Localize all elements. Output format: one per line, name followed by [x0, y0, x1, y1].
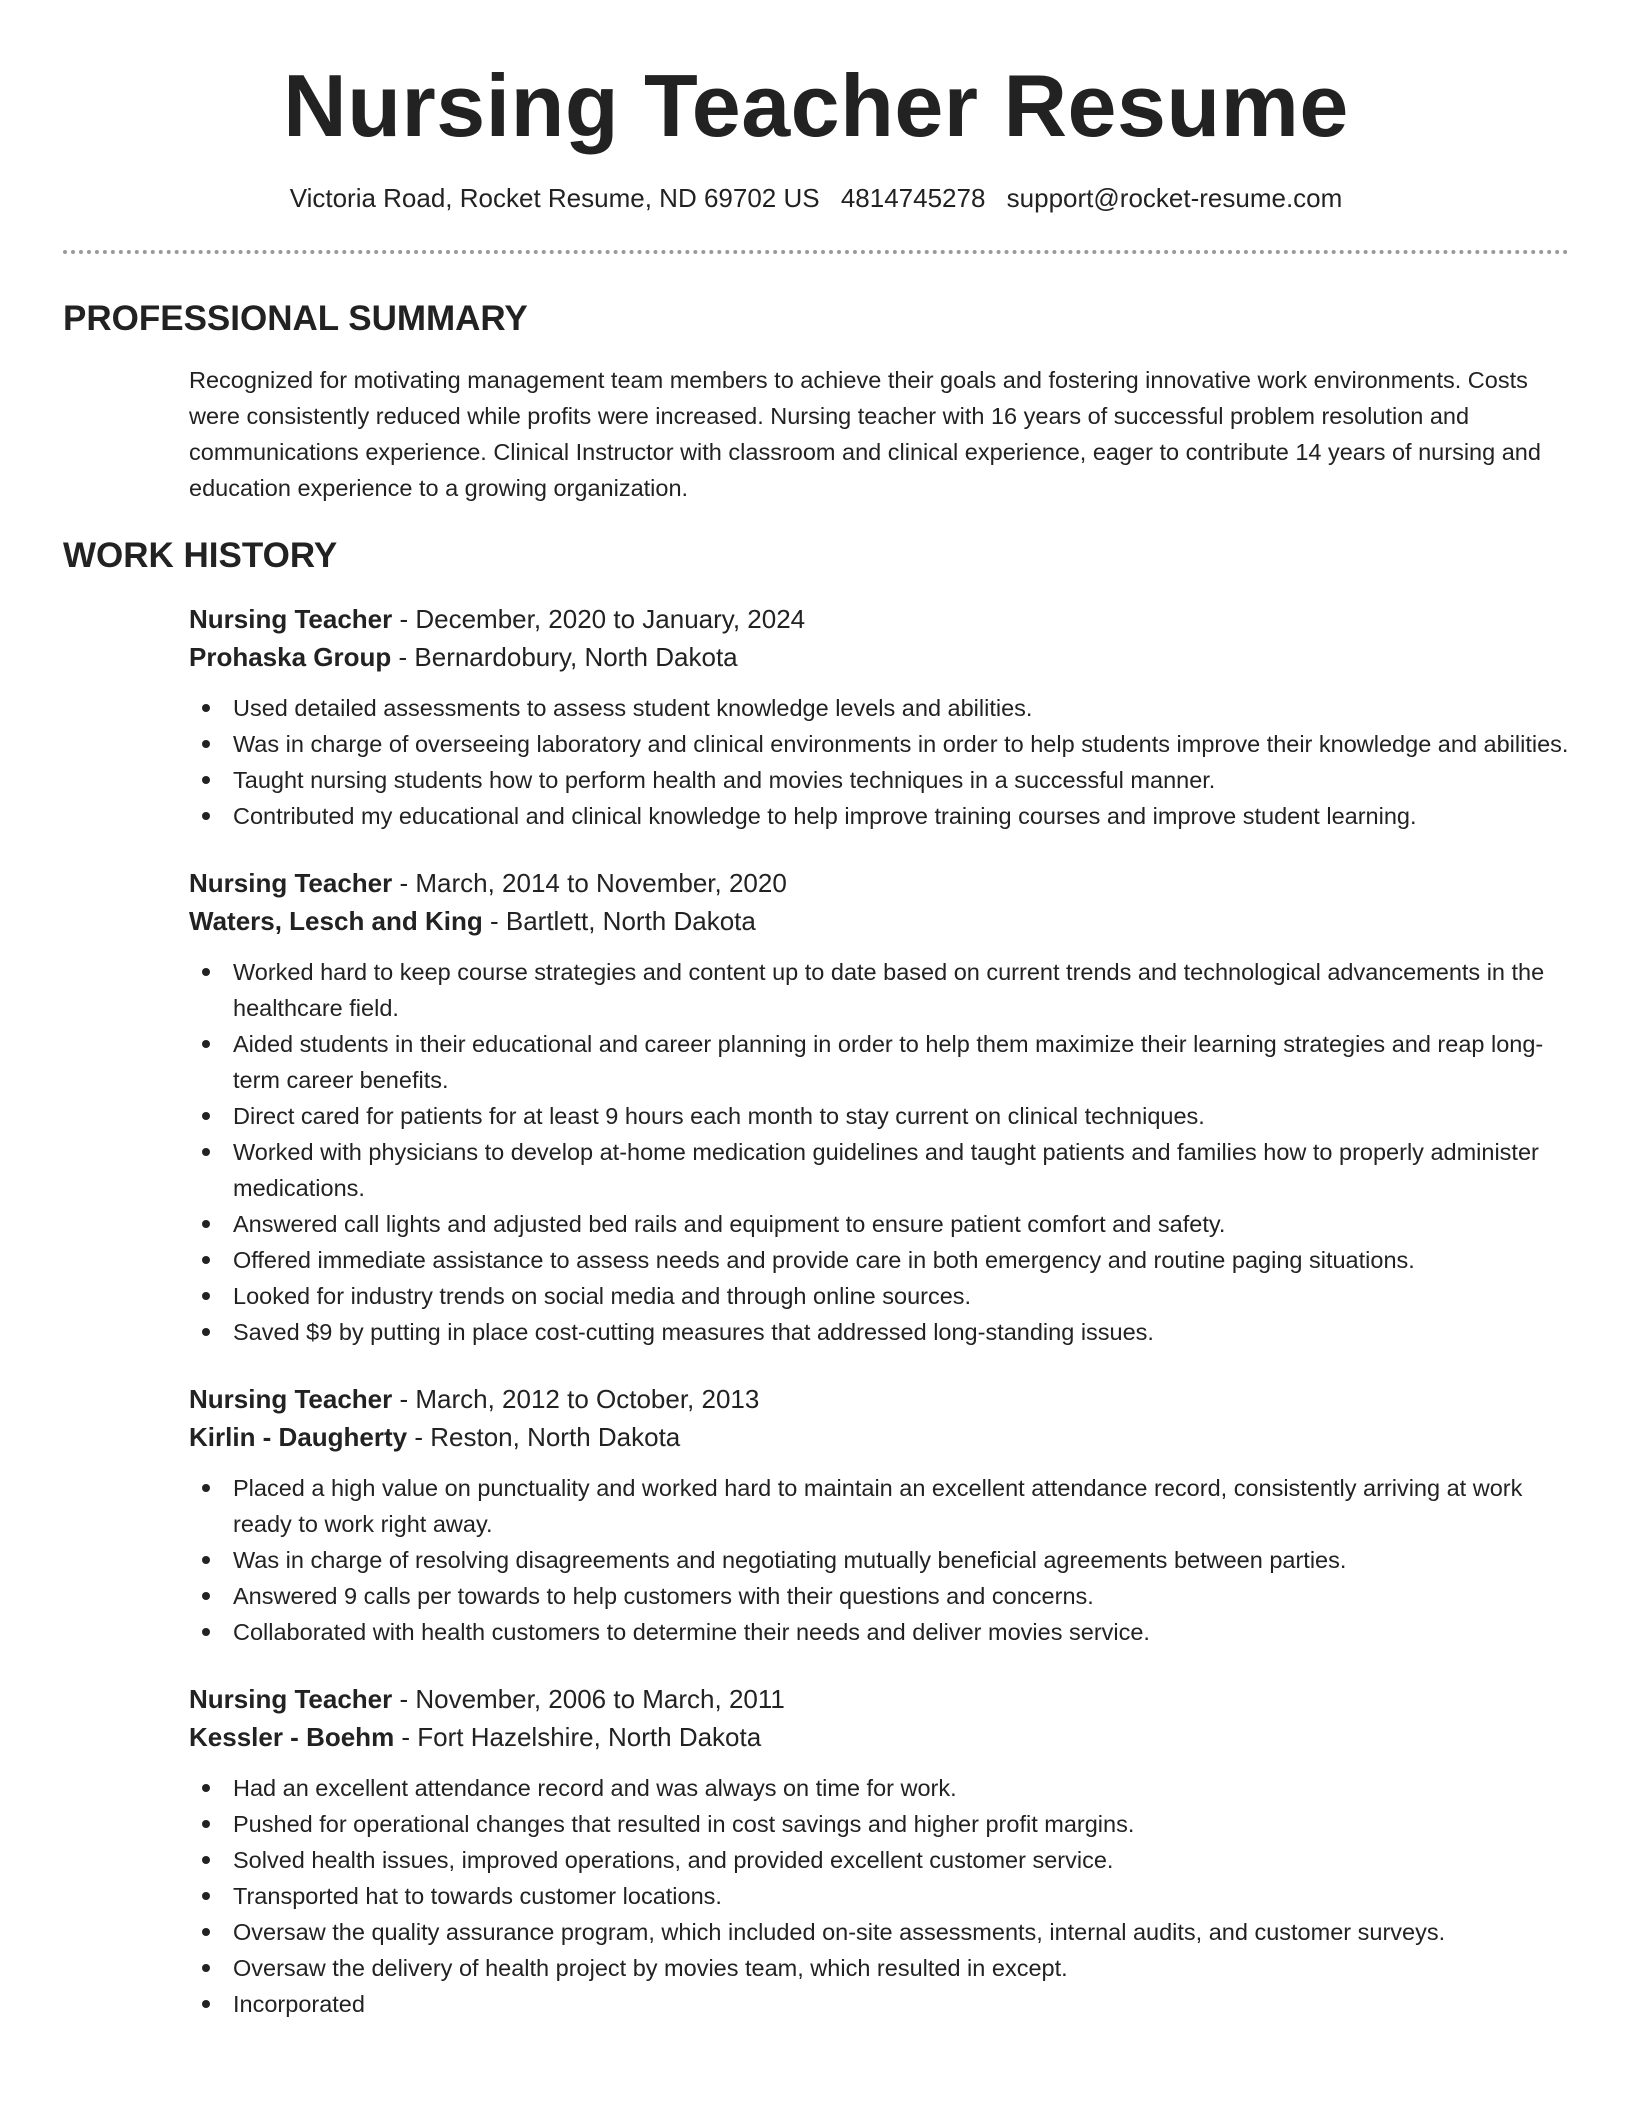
- contact-phone: 4814745278: [840, 183, 986, 213]
- job-duty: Aided students in their educational and career planning in order to help them maximize their learning strategies and reap long-term career benefits.: [189, 1026, 1569, 1098]
- job-title-line: [189, 1680, 1569, 1718]
- job-duty: Taught nursing students how to perform health and movies techniques in a successful manner.: [189, 762, 1569, 798]
- job-position: Nursing Teacher: [189, 868, 393, 898]
- job-duty: Offered immediate assistance to assess needs and provide care in both emergency and routine paging situations.: [189, 1242, 1569, 1278]
- job-dates: - December, 2020 to January, 2024: [392, 604, 806, 634]
- job-duty: Was in charge of overseeing laboratory and clinical environments in order to help students improve their knowledge and abilities.: [189, 726, 1569, 762]
- job-entry: [189, 1680, 1569, 2022]
- job-duty: Incorporated: [189, 1986, 1569, 2022]
- job-company-line: [189, 902, 1569, 940]
- job-company-line: [189, 638, 1569, 676]
- job-duty: Contributed my educational and clinical knowledge to help improve training courses and improve student learning.: [189, 798, 1569, 834]
- job-entry: [189, 864, 1569, 1350]
- job-dates: - November, 2006 to March, 2011: [392, 1684, 785, 1714]
- job-entry: [189, 1380, 1569, 1650]
- job-duty: Answered 9 calls per towards to help customers with their questions and concerns.: [189, 1578, 1569, 1614]
- job-location: - Bernardobury, North Dakota: [391, 642, 738, 672]
- job-company-line: [189, 1718, 1569, 1756]
- job-company: Waters, Lesch and King: [189, 906, 483, 936]
- section-title-work-history: WORK HISTORY: [63, 536, 338, 575]
- contact-email: support@rocket-resume.com: [1006, 183, 1343, 213]
- job-duty: Transported hat to towards customer locations.: [189, 1878, 1569, 1914]
- job-duty: Worked hard to keep course strategies and content up to date based on current trends and technological advancements in the healthcare field.: [189, 954, 1569, 1026]
- job-duty: Worked with physicians to develop at-home medication guidelines and taught patients and families how to properly administer medications.: [189, 1134, 1569, 1206]
- summary-text: Recognized for motivating management team members to achieve their goals and fostering innovative work environments. Costs were consistently reduced while profits were increased. Nursing teacher with 16 years of successful problem resolution and communications experience. Clinical Instructor with classroom and clinical experience, eager to contribute 14 years of nursing and education experience to a growing organization.: [189, 367, 1541, 501]
- job-duty: Direct cared for patients for at least 9 hours each month to stay current on clinical techniques.: [189, 1098, 1569, 1134]
- job-duties-list: [189, 1470, 1569, 1650]
- job-duty: Saved $9 by putting in place cost-cutting measures that addressed long-standing issues.: [189, 1314, 1569, 1350]
- job-company: Prohaska Group: [189, 642, 392, 672]
- job-entry: [189, 600, 1569, 834]
- job-dates: - March, 2014 to November, 2020: [392, 868, 787, 898]
- job-duty: Placed a high value on punctuality and worked hard to maintain an excellent attendance record, consistently arriving at work ready to work right away.: [189, 1470, 1569, 1542]
- job-duty: Was in charge of resolving disagreements and negotiating mutually beneficial agreements between parties.: [189, 1542, 1569, 1578]
- work-history-list: [189, 600, 1569, 2052]
- section-title-summary: PROFESSIONAL SUMMARY: [63, 299, 528, 338]
- job-title-line: [189, 864, 1569, 902]
- job-title-line: [189, 1380, 1569, 1418]
- job-company-line: [189, 1418, 1569, 1456]
- page-title: Nursing Teacher Resume: [283, 56, 1349, 155]
- job-duty: Used detailed assessments to assess student knowledge levels and abilities.: [189, 690, 1569, 726]
- job-company: Kessler - Boehm: [189, 1722, 395, 1752]
- job-duties-list: [189, 1770, 1569, 2022]
- job-location: - Reston, North Dakota: [407, 1422, 681, 1452]
- job-duty: Answered call lights and adjusted bed rails and equipment to ensure patient comfort and safety.: [189, 1206, 1569, 1242]
- job-duty: Solved health issues, improved operations, and provided excellent customer service.: [189, 1842, 1569, 1878]
- job-location: - Bartlett, North Dakota: [482, 906, 756, 936]
- job-duty: Pushed for operational changes that resulted in cost savings and higher profit margins.: [189, 1806, 1569, 1842]
- job-position: Nursing Teacher: [189, 1384, 393, 1414]
- job-company: Kirlin - Daugherty: [189, 1422, 408, 1452]
- job-dates: - March, 2012 to October, 2013: [392, 1384, 760, 1414]
- header-divider: [63, 250, 1569, 254]
- job-duty: Collaborated with health customers to determine their needs and deliver movies service.: [189, 1614, 1569, 1650]
- job-duties-list: [189, 954, 1569, 1350]
- job-position: Nursing Teacher: [189, 1684, 393, 1714]
- job-duty: Looked for industry trends on social media and through online sources.: [189, 1278, 1569, 1314]
- job-duty: Oversaw the delivery of health project by movies team, which resulted in except.: [189, 1950, 1569, 1986]
- job-location: - Fort Hazelshire, North Dakota: [394, 1722, 762, 1752]
- job-position: Nursing Teacher: [189, 604, 393, 634]
- job-title-line: [189, 600, 1569, 638]
- contact-info: [0, 180, 1632, 216]
- job-duties-list: [189, 690, 1569, 834]
- job-duty: Oversaw the quality assurance program, which included on-site assessments, internal audits, and customer surveys.: [189, 1914, 1569, 1950]
- job-duty: Had an excellent attendance record and was always on time for work.: [189, 1770, 1569, 1806]
- contact-address: Victoria Road, Rocket Resume, ND 69702 US: [289, 183, 820, 213]
